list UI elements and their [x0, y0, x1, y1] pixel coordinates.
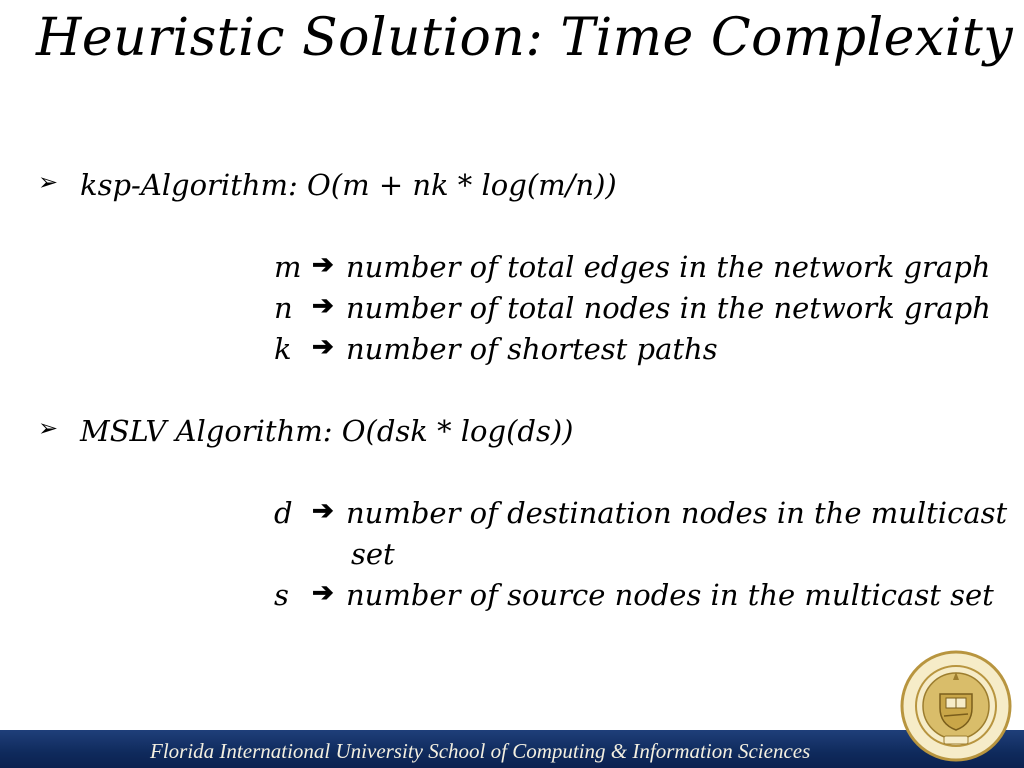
bullet-text: ksp-Algorithm: O(m + nk * log(m/n)) — [80, 168, 617, 202]
definition-continuation: set — [351, 537, 395, 571]
definition-text: number of shortest paths — [346, 332, 718, 366]
right-arrow-icon: ➔ — [312, 332, 334, 362]
footer-bar — [0, 730, 1024, 768]
definition-text: number of destination nodes in the multicast — [346, 496, 1008, 530]
footer-text: Florida International University School of Computing & Information Sciences — [150, 739, 811, 763]
bullet-arrow-icon: ➢ — [38, 168, 59, 196]
definition-variable: d — [274, 496, 293, 530]
definition-text: number of source nodes in the multicast set — [346, 578, 994, 612]
definition-variable: k — [274, 332, 292, 366]
bullet-arrow-icon: ➢ — [38, 414, 59, 442]
bullet-text: MSLV Algorithm: O(dsk * log(ds)) — [80, 414, 574, 448]
definition-text: number of total nodes in the network graph — [346, 291, 991, 325]
definition-variable: m — [274, 250, 302, 284]
definition-variable: n — [274, 291, 293, 325]
slide-title: Heuristic Solution: Time Complexity — [36, 8, 1014, 68]
right-arrow-icon: ➔ — [312, 250, 334, 280]
right-arrow-icon: ➔ — [312, 496, 334, 526]
definition-variable: s — [274, 578, 289, 612]
right-arrow-icon: ➔ — [312, 291, 334, 321]
university-seal-logo — [900, 650, 1012, 762]
right-arrow-icon: ➔ — [312, 578, 334, 608]
definition-text: number of total edges in the network graph — [346, 250, 991, 284]
